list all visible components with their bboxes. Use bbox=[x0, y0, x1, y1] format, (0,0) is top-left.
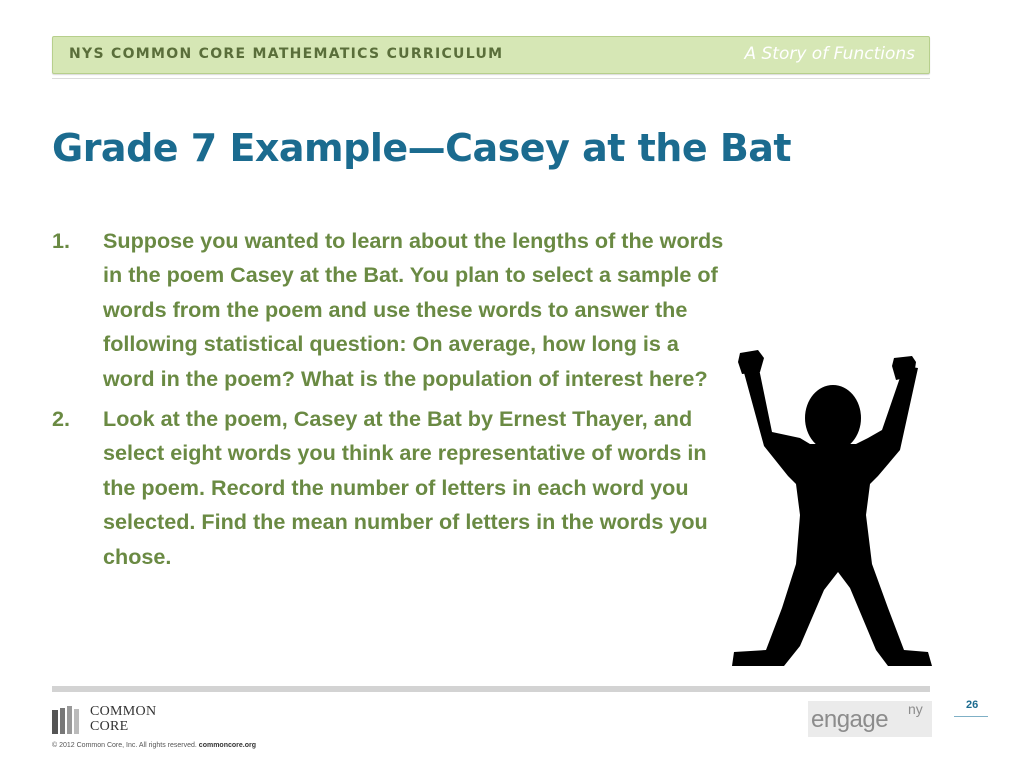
question-text: Look at the poem, Casey at the Bat by Ernest Thayer, and select eight words you think are representative of words in the poem. Record the number of letters in each word you selected. Find the mean number of letters in the words you chose. bbox=[103, 406, 708, 569]
question-list bbox=[52, 224, 732, 580]
curriculum-name: NYS COMMON CORE MATHEMATICS CURRICULUM bbox=[69, 46, 504, 62]
curriculum-banner bbox=[52, 36, 930, 74]
engage-wordmark: engage bbox=[811, 706, 889, 733]
page-number-underline bbox=[954, 716, 988, 717]
copyright-text: © 2012 Common Core, Inc. All rights reserved. bbox=[52, 742, 197, 749]
logo-line-common: COMMON bbox=[90, 704, 157, 719]
cheering-person-silhouette-icon bbox=[728, 350, 934, 670]
question-item bbox=[52, 402, 732, 574]
slide-title: Grade 7 Example—Casey at the Bat bbox=[52, 126, 792, 170]
copyright-link[interactable]: commoncore.org bbox=[198, 742, 256, 749]
question-text: Suppose you wanted to learn about the lengths of the words in the poem Casey at the Bat. You plan to select a sample of words from the poem and use these words to answer the following statistical question: On average, how long is a word in the poem? What is the population of interest here? bbox=[103, 228, 724, 391]
footer-divider bbox=[52, 686, 930, 692]
engageny-logo bbox=[808, 701, 932, 737]
module-name: A Story of Functions bbox=[744, 44, 915, 64]
books-logo-icon bbox=[52, 706, 86, 734]
common-core-logo bbox=[52, 704, 192, 736]
logo-line-core: CORE bbox=[90, 719, 129, 734]
copyright-notice bbox=[52, 742, 256, 749]
engage-ny-superscript: ny bbox=[908, 701, 923, 717]
banner-divider bbox=[52, 78, 930, 79]
question-item bbox=[52, 224, 732, 396]
question-number: 1. bbox=[52, 228, 71, 253]
question-number: 2. bbox=[52, 406, 71, 432]
page-number: 26 bbox=[966, 699, 979, 711]
common-core-wordmark bbox=[90, 704, 156, 734]
